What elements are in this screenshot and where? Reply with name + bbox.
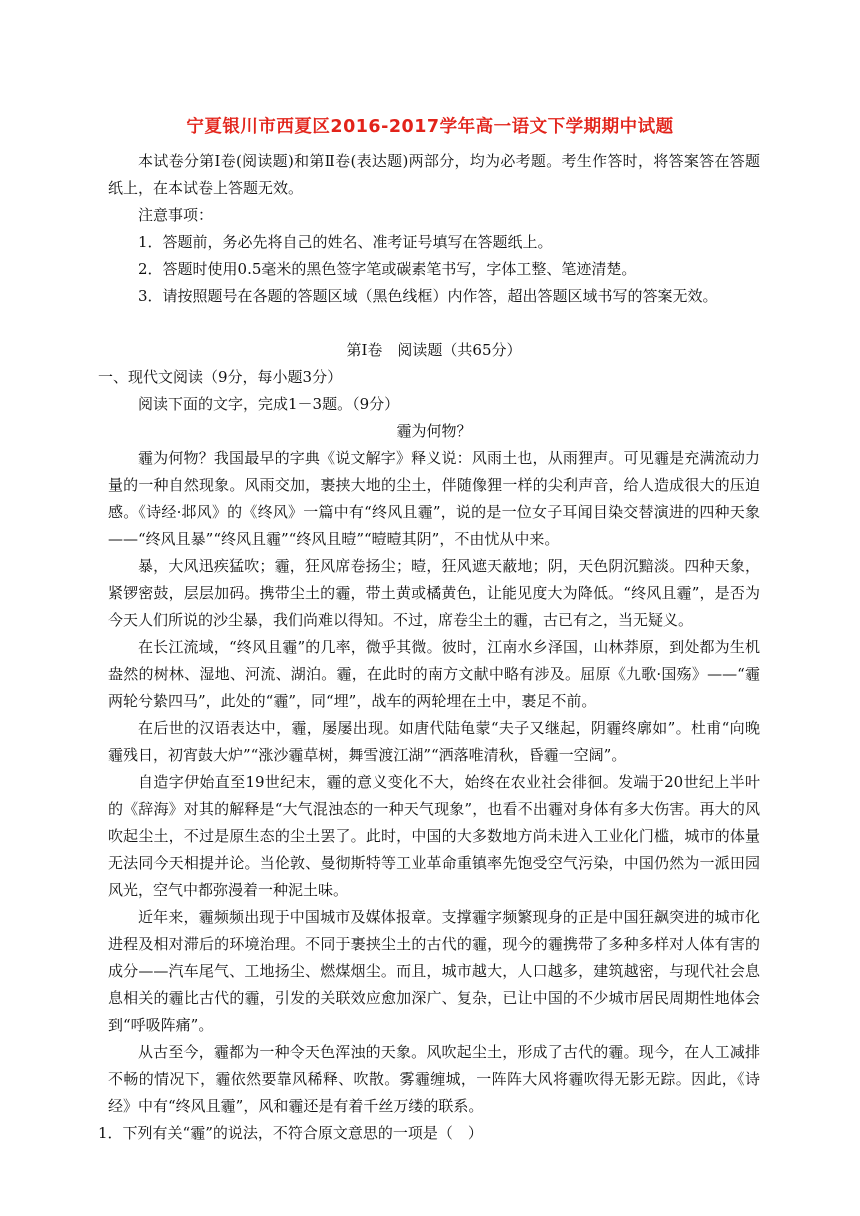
article-paragraph: 霾为何物？我国最早的字典《说文解字》释义说：风雨土也，从雨狸声。可见霾是充满流动力量的一种自然现象。风雨交加，裹挟大地的尘土，伴随像狸一样的尖利声音，给人造成很大的压迫感。《诗经·邶风》的《终风》一篇中有“终风且霾”，说的是一位女子耳闻目染交替演进的四种天象——“终风且暴”“终风且霾”“终风且曀”“曀曀其阴”，不由忧从中来。 [108, 449, 760, 548]
article-paragraph: 从古至今，霾都为一种令天色浑浊的天象。风吹起尘土，形成了古代的霾。现今，在人工减排不畅的情况下，霾依然要靠风稀释、吹散。雾霾缠城，一阵阵大风将霾吹得无影无踪。因此，《诗经》中有“终风且霾”，风和霾还是有着千丝万缕的联系。 [108, 1043, 760, 1115]
intro-paragraph: 本试卷分第Ⅰ卷(阅读题)和第Ⅱ卷(表达题)两部分，均为必考题。考生作答时，将答案答在答题纸上，在本试卷上答题无效。 [108, 152, 760, 197]
reading-instruction: 阅读下面的文字，完成1－3题。（9分） [138, 395, 400, 413]
note-item-2: 2．答题时使用0.5毫米的黑色签字笔或碳素笔书写，字体工整、笔迹清楚。 [138, 260, 637, 278]
article-paragraph: 近年来，霾频频出现于中国城市及媒体报章。支撑霾字频繁现身的正是中国狂飙突进的城市化进程及相对滞后的环境治理。不同于裹挟尘土的古代的霾，现今的霾携带了多种多样对人体有害的成分——汽车尾气、工地扬尘、燃煤烟尘。而且，城市越大，人口越多，建筑越密，与现代社会息息相关的霾比古代的霾，引发的关联效应愈加深广、复杂，已让中国的不少城市居民周期性地体会到“呼吸阵痛”。 [108, 908, 760, 1034]
note-item-3: 3．请按照题号在各题的答题区域（黑色线框）内作答，超出答题区域书写的答案无效。 [138, 287, 718, 305]
document-title: 宁夏银川市西夏区2016-2017学年高一语文下学期期中试题 [186, 117, 674, 137]
document-body [98, 148, 760, 1147]
article-paragraph: 自造字伊始直至19世纪末，霾的意义变化不大，始终在农业社会徘徊。发端于20世纪上半叶的《辞海》对其的解释是“大气混浊态的一种天气现象”，也看不出霾对身体有多大伤害。再大的风吹起尘土，不过是原生态的尘土罢了。此时，中国的大多数地方尚未进入工业化门槛，城市的体量无法同今天相提并论。当伦敦、曼彻斯特等工业革命重镇率先饱受空气污染，中国仍然为一派田园风光，空气中都弥漫着一种泥土味。 [108, 773, 760, 899]
article-paragraph: 在后世的汉语表达中，霾，屡屡出现。如唐代陆龟蒙“夫子又继起，阴霾终廓如”。杜甫“向晚霾残日，初宵鼓大炉”“涨沙霾草树，舞雪渡江湖”“洒落唯清秋，昏霾一空阔”。 [108, 719, 760, 764]
part-heading: 一、现代文阅读（9分，每小题3分） [98, 368, 343, 386]
section-title: 第Ⅰ卷 阅读题（共65分） [346, 341, 522, 359]
article-paragraph: 暴，大风迅疾猛吹；霾，狂风席卷扬尘；曀，狂风遮天蔽地；阴，天色阴沉黯淡。四种天象，紧锣密鼓，层层加码。携带尘土的霾，带土黄或橘黄色，让能见度大为降低。“终风且霾”，是否为今天人们所说的沙尘暴，我们尚难以得知。不过，席卷尘土的霾，古已有之，当无疑义。 [108, 557, 760, 629]
article-title: 霾为何物？ [396, 422, 472, 440]
notes-heading: 注意事项： [138, 206, 214, 224]
article-paragraph: 在长江流域，“终风且霾”的几率，微乎其微。彼时，江南水乡泽国，山林莽原，到处都为生机盎然的树林、湿地、河流、湖泊。霾，在此时的南方文献中略有涉及。屈原《九歌·国殇》——“霾两轮兮絷四马”，此处的“霾”，同“埋”，战车的两轮埋在土中，裹足不前。 [108, 638, 760, 710]
question-1: 1．下列有关“霾”的说法，不符合原文意思的一项是（ ） [98, 1124, 483, 1142]
note-item-1: 1．答题前，务必先将自己的姓名、准考证号填写在答题纸上。 [138, 233, 553, 251]
